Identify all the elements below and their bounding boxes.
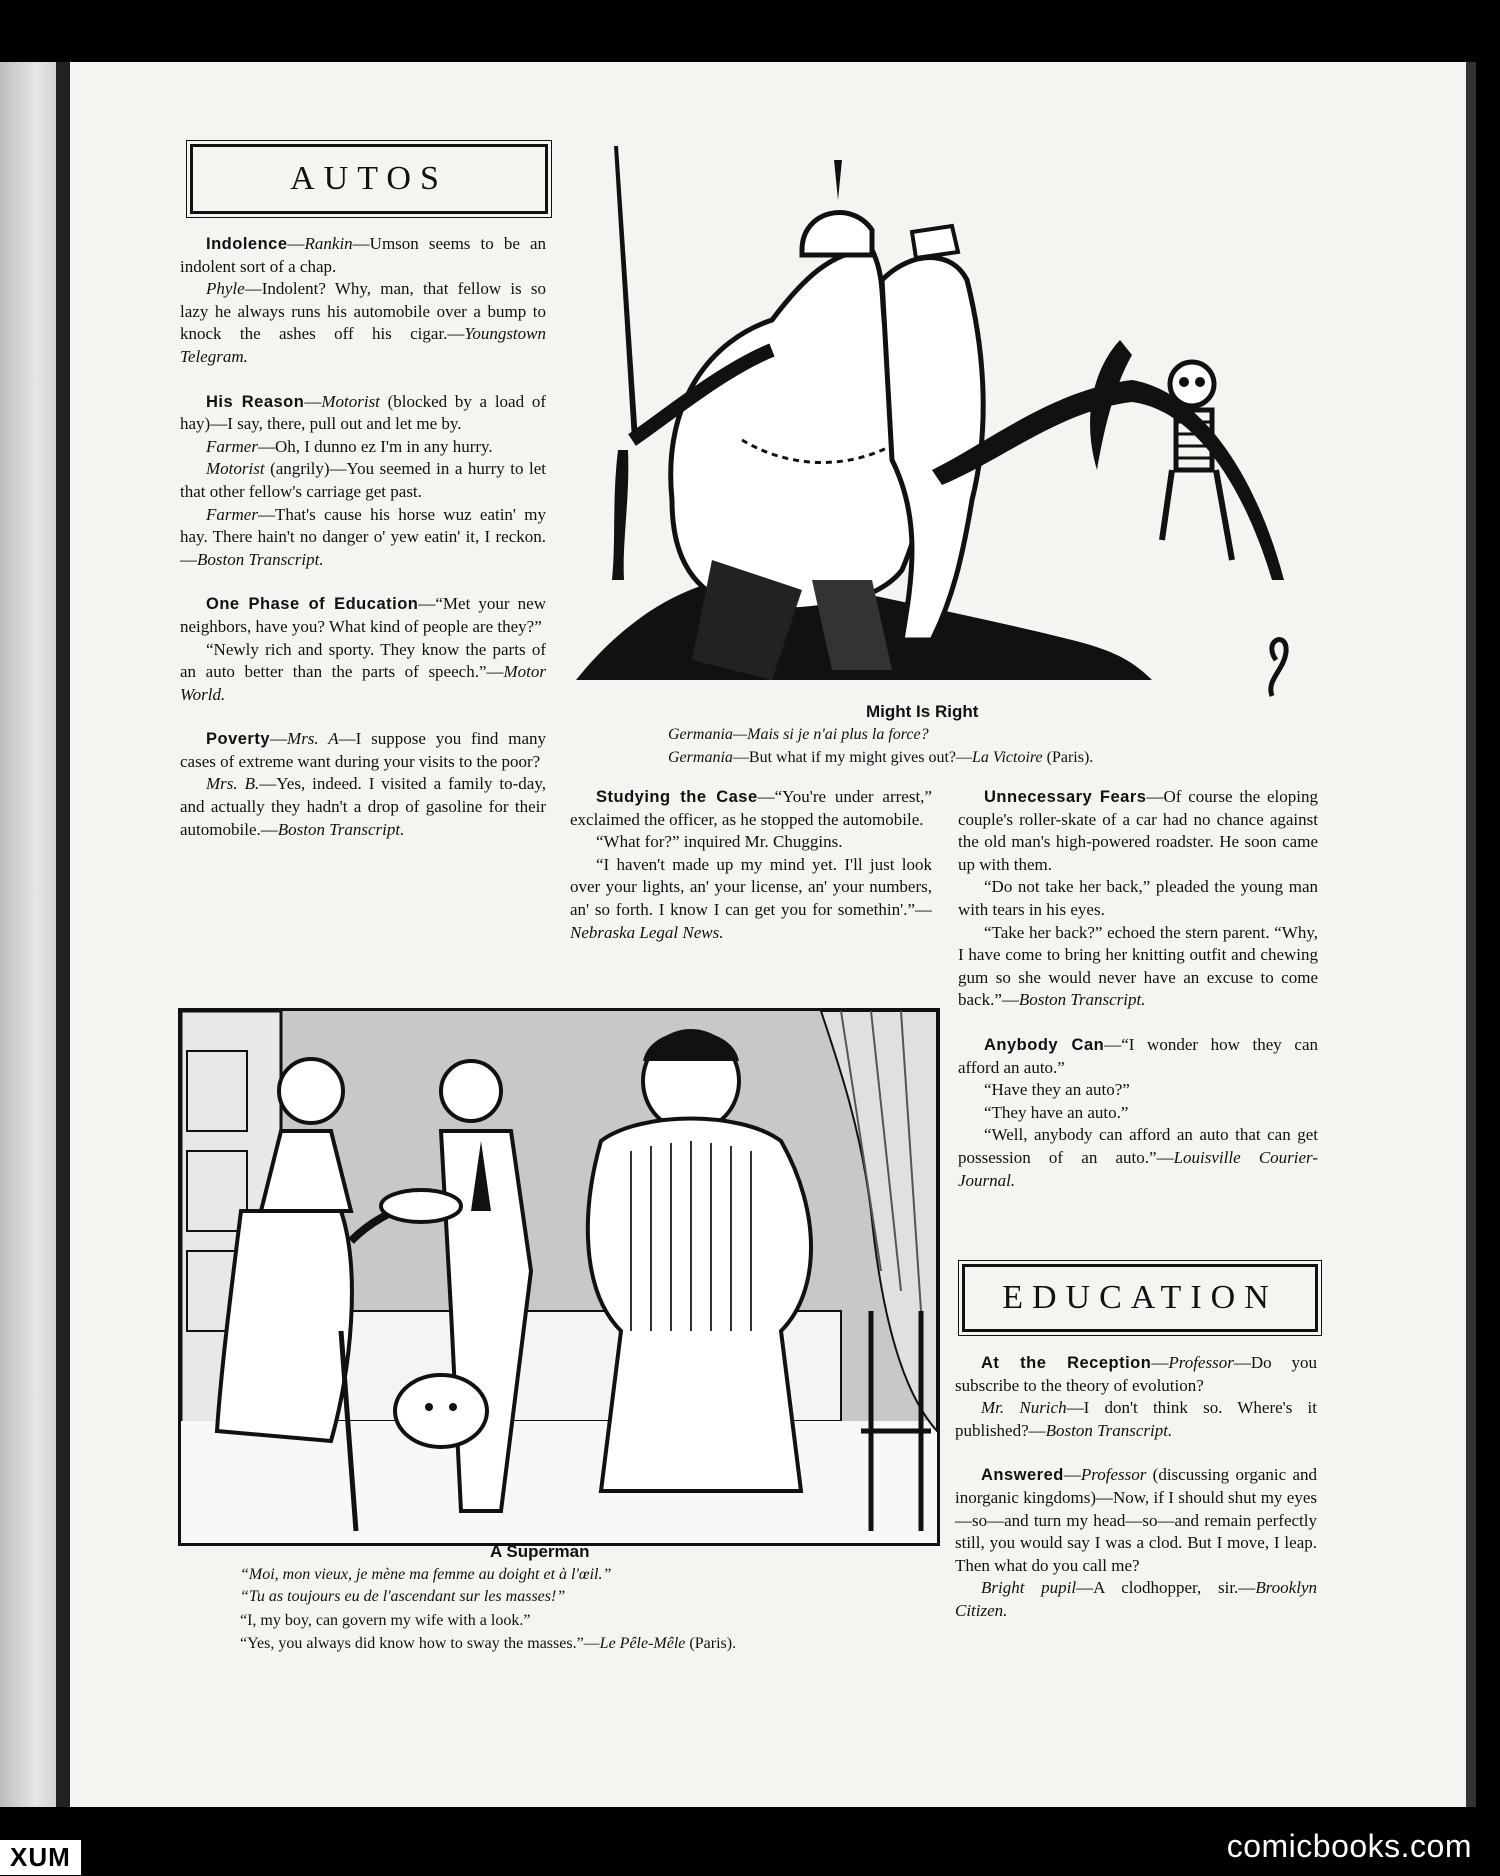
page-right-edge [1466, 62, 1476, 1807]
joke-studying-the-case: Studying the Case—“You're under arrest,” exclaimed the officer, as he stopped the automobile. [570, 787, 932, 829]
cartoon2-caption-english-1: “I, my boy, can govern my wife with a look.” [240, 1612, 531, 1629]
xum-watermark: XUM [0, 1840, 81, 1875]
education-section-title: EDUCATION [1002, 1279, 1278, 1316]
joke-one-phase: One Phase of Education—“Met your new neighbors, have you? What kind of people are they?” [180, 594, 546, 636]
left-column: Indolence—Rankin—Umson seems to be an indolent sort of a chap. Phyle—Indolent? Why, man, that fellow is so lazy he always runs his automobile over a bump to knock the ashes off his cigar.—Youngstown Telegram. His Reason—Motorist (blocked by a load of hay)—I say, there, pull out and let me by. Farmer—Oh, I dunno ez I'm in any hurry. Motorist (angrily)—You seemed in a hurry to let that other fellow's carriage get past. Farmer—That's cause his horse wuz eatin' my hay. There hain't no danger o' yew eatin' it, I reckon.—Boston Transcript. One Phase of Education—“Met your new neighbors, have you? What kind of people are they?” “Newly rich and sporty. They know the parts of an auto better than the parts of speech.”—Motor World. Poverty—Mrs. A—I suppose you find many cases of extreme want during your visits to the poor? Mrs. B.—Yes, indeed. I visited a family to-day, and actually they hadn't a drop of gasoline for their automobile.—Boston Transcript. [180, 234, 546, 839]
education-section-header [962, 1264, 1318, 1332]
autos-section-title: AUTOS [290, 160, 448, 197]
cartoon2-caption-french-1: “Moi, mon vieux, je mène ma femme au doight et à l'œil.” [240, 1566, 612, 1583]
cartoon2-caption-french-2: “Tu as toujours eu de l'ascendant sur les masses!” [240, 1588, 566, 1605]
joke-unnecessary-fears: Unnecessary Fears—Of course the eloping couple's roller-skate of a car had no chance against the old man's high-powered roadster. He soon came up with them. [958, 787, 1318, 874]
cartoon1-caption-french: Germania—Mais si je n'ai plus la force? [668, 726, 929, 743]
education-column: At the Reception—Professor—Do you subscribe to the theory of evolution? Mr. Nurich—I don't think so. Where's it published?—Boston Transcript. Answered—Professor (discussing organic and inorganic kingdoms)—Now, if I should shut my eyes—so—and turn my head—so—and remain perfectly still, you would say I was a clod. But I move, I leap. Then what do you call me? Bright pupil—A clodhopper, sir.—Brooklyn Citizen. [955, 1353, 1317, 1620]
cartoon1-caption-english: Germania—But what if my might gives out?—La Victoire (Paris). [668, 749, 1094, 766]
comicbooks-watermark: comicbooks.com [1226, 1828, 1472, 1864]
joke-at-the-reception: At the Reception—Professor—Do you subscribe to the theory of evolution? [955, 1353, 1317, 1395]
cartoon2-caption-english-2: “Yes, you always did know how to sway the masses.”—Le Pêle-Mêle (Paris). [240, 1635, 737, 1652]
superman-cartoon [178, 1008, 940, 1546]
joke-answered: Answered—Professor (discussing organic and inorganic kingdoms)—Now, if I should shut my eyes—so—and turn my head—so—and remain perfectly still, you would say I was a clod. But I move, I leap. Then what do you call me? [955, 1465, 1317, 1575]
right-column: Unnecessary Fears—Of course the eloping couple's roller-skate of a car had no chance against the old man's high-powered roadster. He soon came up with them. “Do not take her back,” pleaded the young man with tears in his eyes. “Take her back?” echoed the stern parent. “Why, I have come to bring her knitting outfit and chewing gum so she would never have an excuse to come back.”—Boston Transcript. Anybody Can—“I wonder how they can afford an auto.” “Have they an auto?” “They have an auto.” “Well, anybody can afford an auto that can get possession of an auto.”—Louisville Courier-Journal. [958, 787, 1319, 1190]
joke-his-reason: His Reason—Motorist (blocked by a load of hay)—I say, there, pull out and let me by. [180, 391, 546, 434]
page-binding [56, 62, 70, 1807]
joke-indolence: Indolence—Rankin—Umson seems to be an indolent sort of a chap. [180, 234, 546, 276]
autos-section-header [190, 144, 548, 214]
cartoon2-title: A Superman [490, 1542, 590, 1561]
joke-anybody-can: Anybody Can—“I wonder how they can afford an auto.” [958, 1034, 1319, 1077]
cartoon1-title: Might Is Right [866, 702, 979, 721]
joke-poverty: Poverty—Mrs. A—I suppose you find many cases of extreme want during your visits to the poor? [180, 729, 546, 771]
middle-column: Studying the Case—“You're under arrest,” exclaimed the officer, as he stopped the automobile. “What for?” inquired Mr. Chuggins. “I haven't made up my mind yet. I'll just look over your lights, an' your license, an' your numbers, an' so forth. I know I can get you for somethin'.”—Nebraska Legal News. [570, 787, 932, 942]
facing-page-edge [0, 62, 60, 1807]
might-is-right-cartoon [572, 140, 1292, 700]
